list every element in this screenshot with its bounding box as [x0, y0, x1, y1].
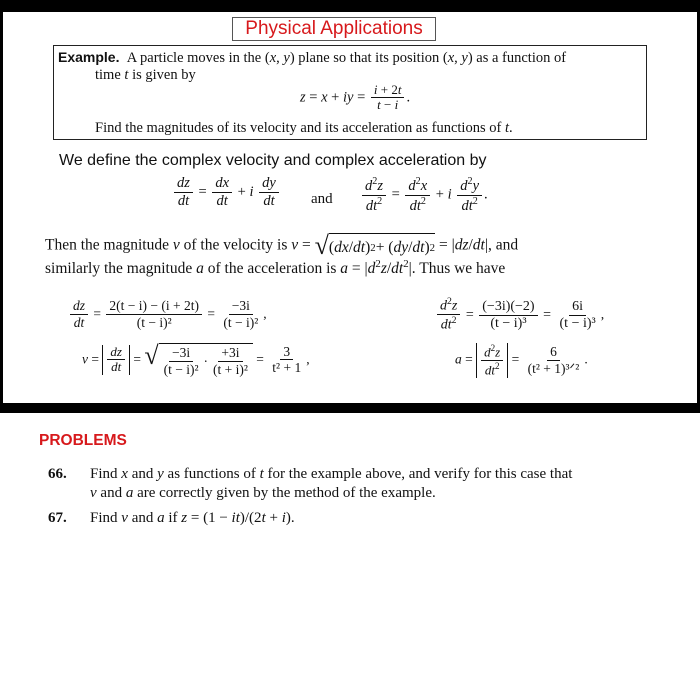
- problems-heading: PROBLEMS: [39, 432, 127, 449]
- dz-dt-num-2: −3i: [229, 299, 253, 315]
- problem-66-line-1: Find x and y as functions of t for the example above, and verify for this case that: [90, 466, 573, 482]
- d2z-num-1: (−3i)(−2): [479, 299, 537, 315]
- dz-dt-num-1: 2(t − i) − (i + 2t): [106, 299, 202, 315]
- d2z-den-1: (t − i)³: [490, 315, 527, 331]
- magnitude-line-2: similarly the magnitude a of the acceleration is $a = |d^2z/dt^2|$. Thus we have: [45, 258, 506, 278]
- v-result: v = $\frac{dz}{dt}$ = √ $\frac{-3i}{\text{(t − i)²}}$ · $\frac{+3i}{\text{(t + i)²}}$ = $\frac{3}{\text{t² + 1}}$ ,: [82, 341, 310, 377]
- v-den-1: (t − i)²: [163, 361, 199, 377]
- v-num-3: 3: [280, 345, 293, 361]
- example-line-3: Find the magnitudes of its velocity and its acceleration as functions of t.: [95, 120, 513, 136]
- acceleration-definition: $\frac{d^2z}{dt^2}$ = $\frac{d^2x}{dt^2}$ + i $\frac{d^2y}{dt^2}$ .: [360, 176, 488, 214]
- d2z-den-2: (t − i)³: [559, 315, 596, 331]
- dz-dt-den-1: (t − i)²: [136, 314, 172, 330]
- and-text: and: [311, 191, 333, 207]
- example-label: Example.: [58, 49, 120, 65]
- problem-66-number: 66.: [48, 466, 67, 482]
- dz-dt-result: $\frac{dz}{dt}$ = $\frac{2(t - i) - (i + 2t)}{\text{(t − i)²}}$ = $\frac{-3i}{\text{(t − i)²}}$ ,: [68, 299, 267, 330]
- v-num-2: +3i: [218, 346, 242, 362]
- problem-67-number: 67.: [48, 510, 67, 526]
- v-num-1: −3i: [169, 346, 193, 362]
- a-den: (t² + 1)³ᐟ²: [527, 360, 580, 376]
- a-result: a = $\frac{d^2z}{dt^2}$ = $\frac{6}{\text{(t² + 1)³ᐟ²}}$ .: [455, 343, 588, 377]
- divider-bar: [0, 403, 700, 413]
- v-den-3: t² + 1: [272, 360, 302, 376]
- velocity-definition: $\frac{dz}{dt}$ = $\frac{dx}{dt}$ + i $\frac{dy}{dt}$: [172, 176, 281, 210]
- definition-intro: We define the complex velocity and complex acceleration by: [59, 152, 487, 169]
- example-text-1: A particle moves in the (x, y) plane so that its position (x, y) as a function of: [123, 50, 567, 66]
- v-den-2: (t + i)²: [213, 361, 248, 377]
- problem-66-line-2: v and a are correctly given by the method of the example.: [90, 485, 436, 501]
- problem-67-line-1: Find v and a if z = (1 − it)/(2t + i).: [90, 510, 295, 526]
- d2z-dt2-result: $\frac{d^2z}{dt^2}$ = $\frac{(-3i)(-2)}{\text{(t − i)³}}$ = $\frac{6i}{\text{(t − i)³}}$ ,: [435, 297, 604, 334]
- page-title: Physical Applications: [232, 17, 436, 41]
- dz-dt-den-2: (t − i)²: [223, 314, 259, 330]
- example-line-1: [58, 49, 566, 67]
- magnitude-line-1: Then the magnitude v of the velocity is v = √ ( dx / dt ) 2 + ( dy / dt ) 2 = |dz/dt|, and: [45, 231, 519, 260]
- example-equation: z = x + iy = $\frac{i + 2t}{t - i}$ .: [300, 82, 411, 113]
- example-line-2: time t is given by: [95, 67, 196, 83]
- d2z-num-2: 6i: [569, 299, 586, 315]
- a-num: 6: [547, 345, 560, 361]
